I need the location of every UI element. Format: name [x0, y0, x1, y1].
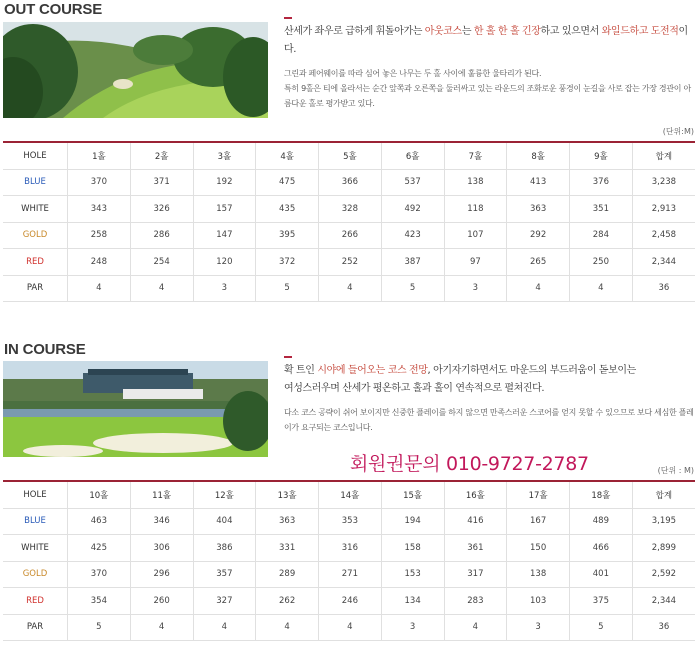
distance-cell: 416 [444, 508, 507, 535]
distance-cell: 5 [256, 275, 319, 302]
distance-cell: 250 [570, 249, 633, 276]
total-cell: 2,344 [632, 249, 695, 276]
total-cell: 2,458 [632, 222, 695, 249]
distance-cell: 266 [319, 222, 382, 249]
distance-cell: 271 [319, 561, 382, 588]
header-cell: 7홀 [444, 142, 507, 169]
header-cell: 15홀 [381, 481, 444, 508]
distance-cell: 371 [130, 169, 193, 196]
membership-contact: 회원권문의 010-9727-2787 [350, 453, 589, 475]
distance-cell: 463 [68, 508, 131, 535]
table-header-row [3, 481, 695, 508]
out-course-scorecard [3, 141, 695, 302]
header-cell: 5홀 [319, 142, 382, 169]
total-cell: 36 [632, 275, 695, 302]
distance-cell: 370 [68, 561, 131, 588]
distance-cell: 254 [130, 249, 193, 276]
table-row [3, 561, 695, 588]
header-cell: 4홀 [256, 142, 319, 169]
distance-cell: 286 [130, 222, 193, 249]
out-course-lead: 산세가 좌우로 급하게 휘돌아가는 아웃코스는 한 홀 한 홀 긴장하고 있으면서 와일드하고 도전적이다. [284, 26, 688, 55]
distance-cell: 167 [507, 508, 570, 535]
header-cell: 14홀 [319, 481, 382, 508]
total-cell: 2,344 [632, 588, 695, 615]
distance-cell: 3 [507, 614, 570, 641]
table-row [3, 588, 695, 615]
distance-cell: 375 [570, 588, 633, 615]
table-row [3, 196, 695, 223]
out-course-description [284, 17, 694, 111]
table-row [3, 249, 695, 276]
distance-cell: 357 [193, 561, 256, 588]
header-cell: 16홀 [444, 481, 507, 508]
distance-cell: 97 [444, 249, 507, 276]
out-course-detail: 그린과 페어웨이를 따라 심어 놓은 나무는 두 홀 사이에 훌륭한 울타리가 된다. 특히 9홀은 티에 올라서는 순간 앞쪽과 오른쪽을 둘러싸고 있는 라운드의 조화로운 풍경이 눈길을 사로 잡는 가장 경관이 아름다운 홀로 평가받고 있다. [284, 69, 691, 108]
table-header-row [3, 142, 695, 169]
distance-cell: 120 [193, 249, 256, 276]
total-cell: 3,195 [632, 508, 695, 535]
distance-cell: 150 [507, 535, 570, 562]
accent-mark [284, 356, 292, 358]
distance-cell: 296 [130, 561, 193, 588]
distance-cell: 3 [193, 275, 256, 302]
distance-cell: 258 [68, 222, 131, 249]
distance-cell: 4 [256, 614, 319, 641]
total-cell: 3,238 [632, 169, 695, 196]
header-cell: 13홀 [256, 481, 319, 508]
distance-cell: 435 [256, 196, 319, 223]
tee-label: RED [3, 249, 68, 276]
total-cell: 36 [632, 614, 695, 641]
total-cell: 2,592 [632, 561, 695, 588]
distance-cell: 3 [381, 614, 444, 641]
header-cell: 합계 [632, 142, 695, 169]
distance-cell: 158 [381, 535, 444, 562]
distance-cell: 372 [256, 249, 319, 276]
table-row [3, 222, 695, 249]
header-cell: HOLE [3, 481, 68, 508]
out-course-photo [3, 22, 268, 118]
in-course-description [284, 356, 694, 435]
distance-cell: 370 [68, 169, 131, 196]
header-cell: 3홀 [193, 142, 256, 169]
tee-label: WHITE [3, 535, 68, 562]
distance-cell: 466 [570, 535, 633, 562]
in-course-title: IN COURSE [4, 341, 86, 358]
tee-label: WHITE [3, 196, 68, 223]
distance-cell: 260 [130, 588, 193, 615]
distance-cell: 4 [507, 275, 570, 302]
in-course-lead: 확 트인 시야에 들어오는 코스 전망, 아기자기하면서도 마운드의 부드러움이 돋보이는 여성스러우며 산세가 평온하고 홀과 홀이 연속적으로 펼쳐진다. [284, 365, 636, 394]
distance-cell: 537 [381, 169, 444, 196]
distance-cell: 5 [570, 614, 633, 641]
distance-cell: 353 [319, 508, 382, 535]
header-cell: 9홀 [570, 142, 633, 169]
distance-cell: 401 [570, 561, 633, 588]
distance-cell: 246 [319, 588, 382, 615]
tee-label: RED [3, 588, 68, 615]
distance-cell: 4 [444, 614, 507, 641]
distance-cell: 289 [256, 561, 319, 588]
distance-cell: 283 [444, 588, 507, 615]
header-cell: 1홀 [68, 142, 131, 169]
tee-label: BLUE [3, 169, 68, 196]
distance-cell: 4 [570, 275, 633, 302]
out-unit-label: (단위:M) [662, 127, 694, 136]
distance-cell: 363 [256, 508, 319, 535]
table-row [3, 614, 695, 641]
header-cell: 18홀 [570, 481, 633, 508]
in-unit-label: (단위 : M) [657, 466, 694, 475]
distance-cell: 138 [507, 561, 570, 588]
header-cell: 2홀 [130, 142, 193, 169]
tee-label: GOLD [3, 561, 68, 588]
table-row [3, 535, 695, 562]
distance-cell: 489 [570, 508, 633, 535]
distance-cell: 147 [193, 222, 256, 249]
distance-cell: 346 [130, 508, 193, 535]
header-cell: 8홀 [507, 142, 570, 169]
distance-cell: 103 [507, 588, 570, 615]
header-cell: 6홀 [381, 142, 444, 169]
distance-cell: 327 [193, 588, 256, 615]
distance-cell: 404 [193, 508, 256, 535]
header-cell: 10홀 [68, 481, 131, 508]
distance-cell: 413 [507, 169, 570, 196]
accent-mark [284, 17, 292, 19]
distance-cell: 387 [381, 249, 444, 276]
distance-cell: 328 [319, 196, 382, 223]
distance-cell: 425 [68, 535, 131, 562]
out-course-title: OUT COURSE [4, 1, 103, 18]
total-cell: 2,913 [632, 196, 695, 223]
tee-label: GOLD [3, 222, 68, 249]
tee-label: PAR [3, 275, 68, 302]
distance-cell: 363 [507, 196, 570, 223]
distance-cell: 475 [256, 169, 319, 196]
distance-cell: 376 [570, 169, 633, 196]
header-cell: HOLE [3, 142, 68, 169]
header-cell: 12홀 [193, 481, 256, 508]
distance-cell: 326 [130, 196, 193, 223]
distance-cell: 4 [193, 614, 256, 641]
distance-cell: 351 [570, 196, 633, 223]
distance-cell: 118 [444, 196, 507, 223]
distance-cell: 361 [444, 535, 507, 562]
distance-cell: 343 [68, 196, 131, 223]
distance-cell: 3 [444, 275, 507, 302]
distance-cell: 153 [381, 561, 444, 588]
distance-cell: 4 [68, 275, 131, 302]
tee-label: BLUE [3, 508, 68, 535]
distance-cell: 194 [381, 508, 444, 535]
distance-cell: 5 [381, 275, 444, 302]
table-row [3, 169, 695, 196]
in-course-detail: 다소 코스 공략이 쉬어 보이지만 신중한 플레이를 하지 않으면 만족스러운 스코어를 얻지 못할 수 있으므로 보다 세심한 플레이가 요구되는 코스입니다. [284, 408, 694, 432]
distance-cell: 4 [130, 614, 193, 641]
header-cell: 11홀 [130, 481, 193, 508]
distance-cell: 192 [193, 169, 256, 196]
distance-cell: 284 [570, 222, 633, 249]
distance-cell: 306 [130, 535, 193, 562]
distance-cell: 492 [381, 196, 444, 223]
distance-cell: 157 [193, 196, 256, 223]
distance-cell: 395 [256, 222, 319, 249]
in-course-scorecard [3, 480, 695, 641]
table-row [3, 275, 695, 302]
distance-cell: 423 [381, 222, 444, 249]
in-course-photo [3, 361, 268, 457]
distance-cell: 354 [68, 588, 131, 615]
distance-cell: 262 [256, 588, 319, 615]
distance-cell: 316 [319, 535, 382, 562]
tee-label: PAR [3, 614, 68, 641]
header-cell: 합계 [632, 481, 695, 508]
distance-cell: 5 [68, 614, 131, 641]
distance-cell: 138 [444, 169, 507, 196]
distance-cell: 292 [507, 222, 570, 249]
distance-cell: 107 [444, 222, 507, 249]
distance-cell: 317 [444, 561, 507, 588]
distance-cell: 386 [193, 535, 256, 562]
distance-cell: 248 [68, 249, 131, 276]
table-row [3, 508, 695, 535]
total-cell: 2,899 [632, 535, 695, 562]
distance-cell: 4 [130, 275, 193, 302]
distance-cell: 134 [381, 588, 444, 615]
distance-cell: 252 [319, 249, 382, 276]
distance-cell: 4 [319, 275, 382, 302]
distance-cell: 265 [507, 249, 570, 276]
header-cell: 17홀 [507, 481, 570, 508]
distance-cell: 331 [256, 535, 319, 562]
distance-cell: 4 [319, 614, 382, 641]
distance-cell: 366 [319, 169, 382, 196]
